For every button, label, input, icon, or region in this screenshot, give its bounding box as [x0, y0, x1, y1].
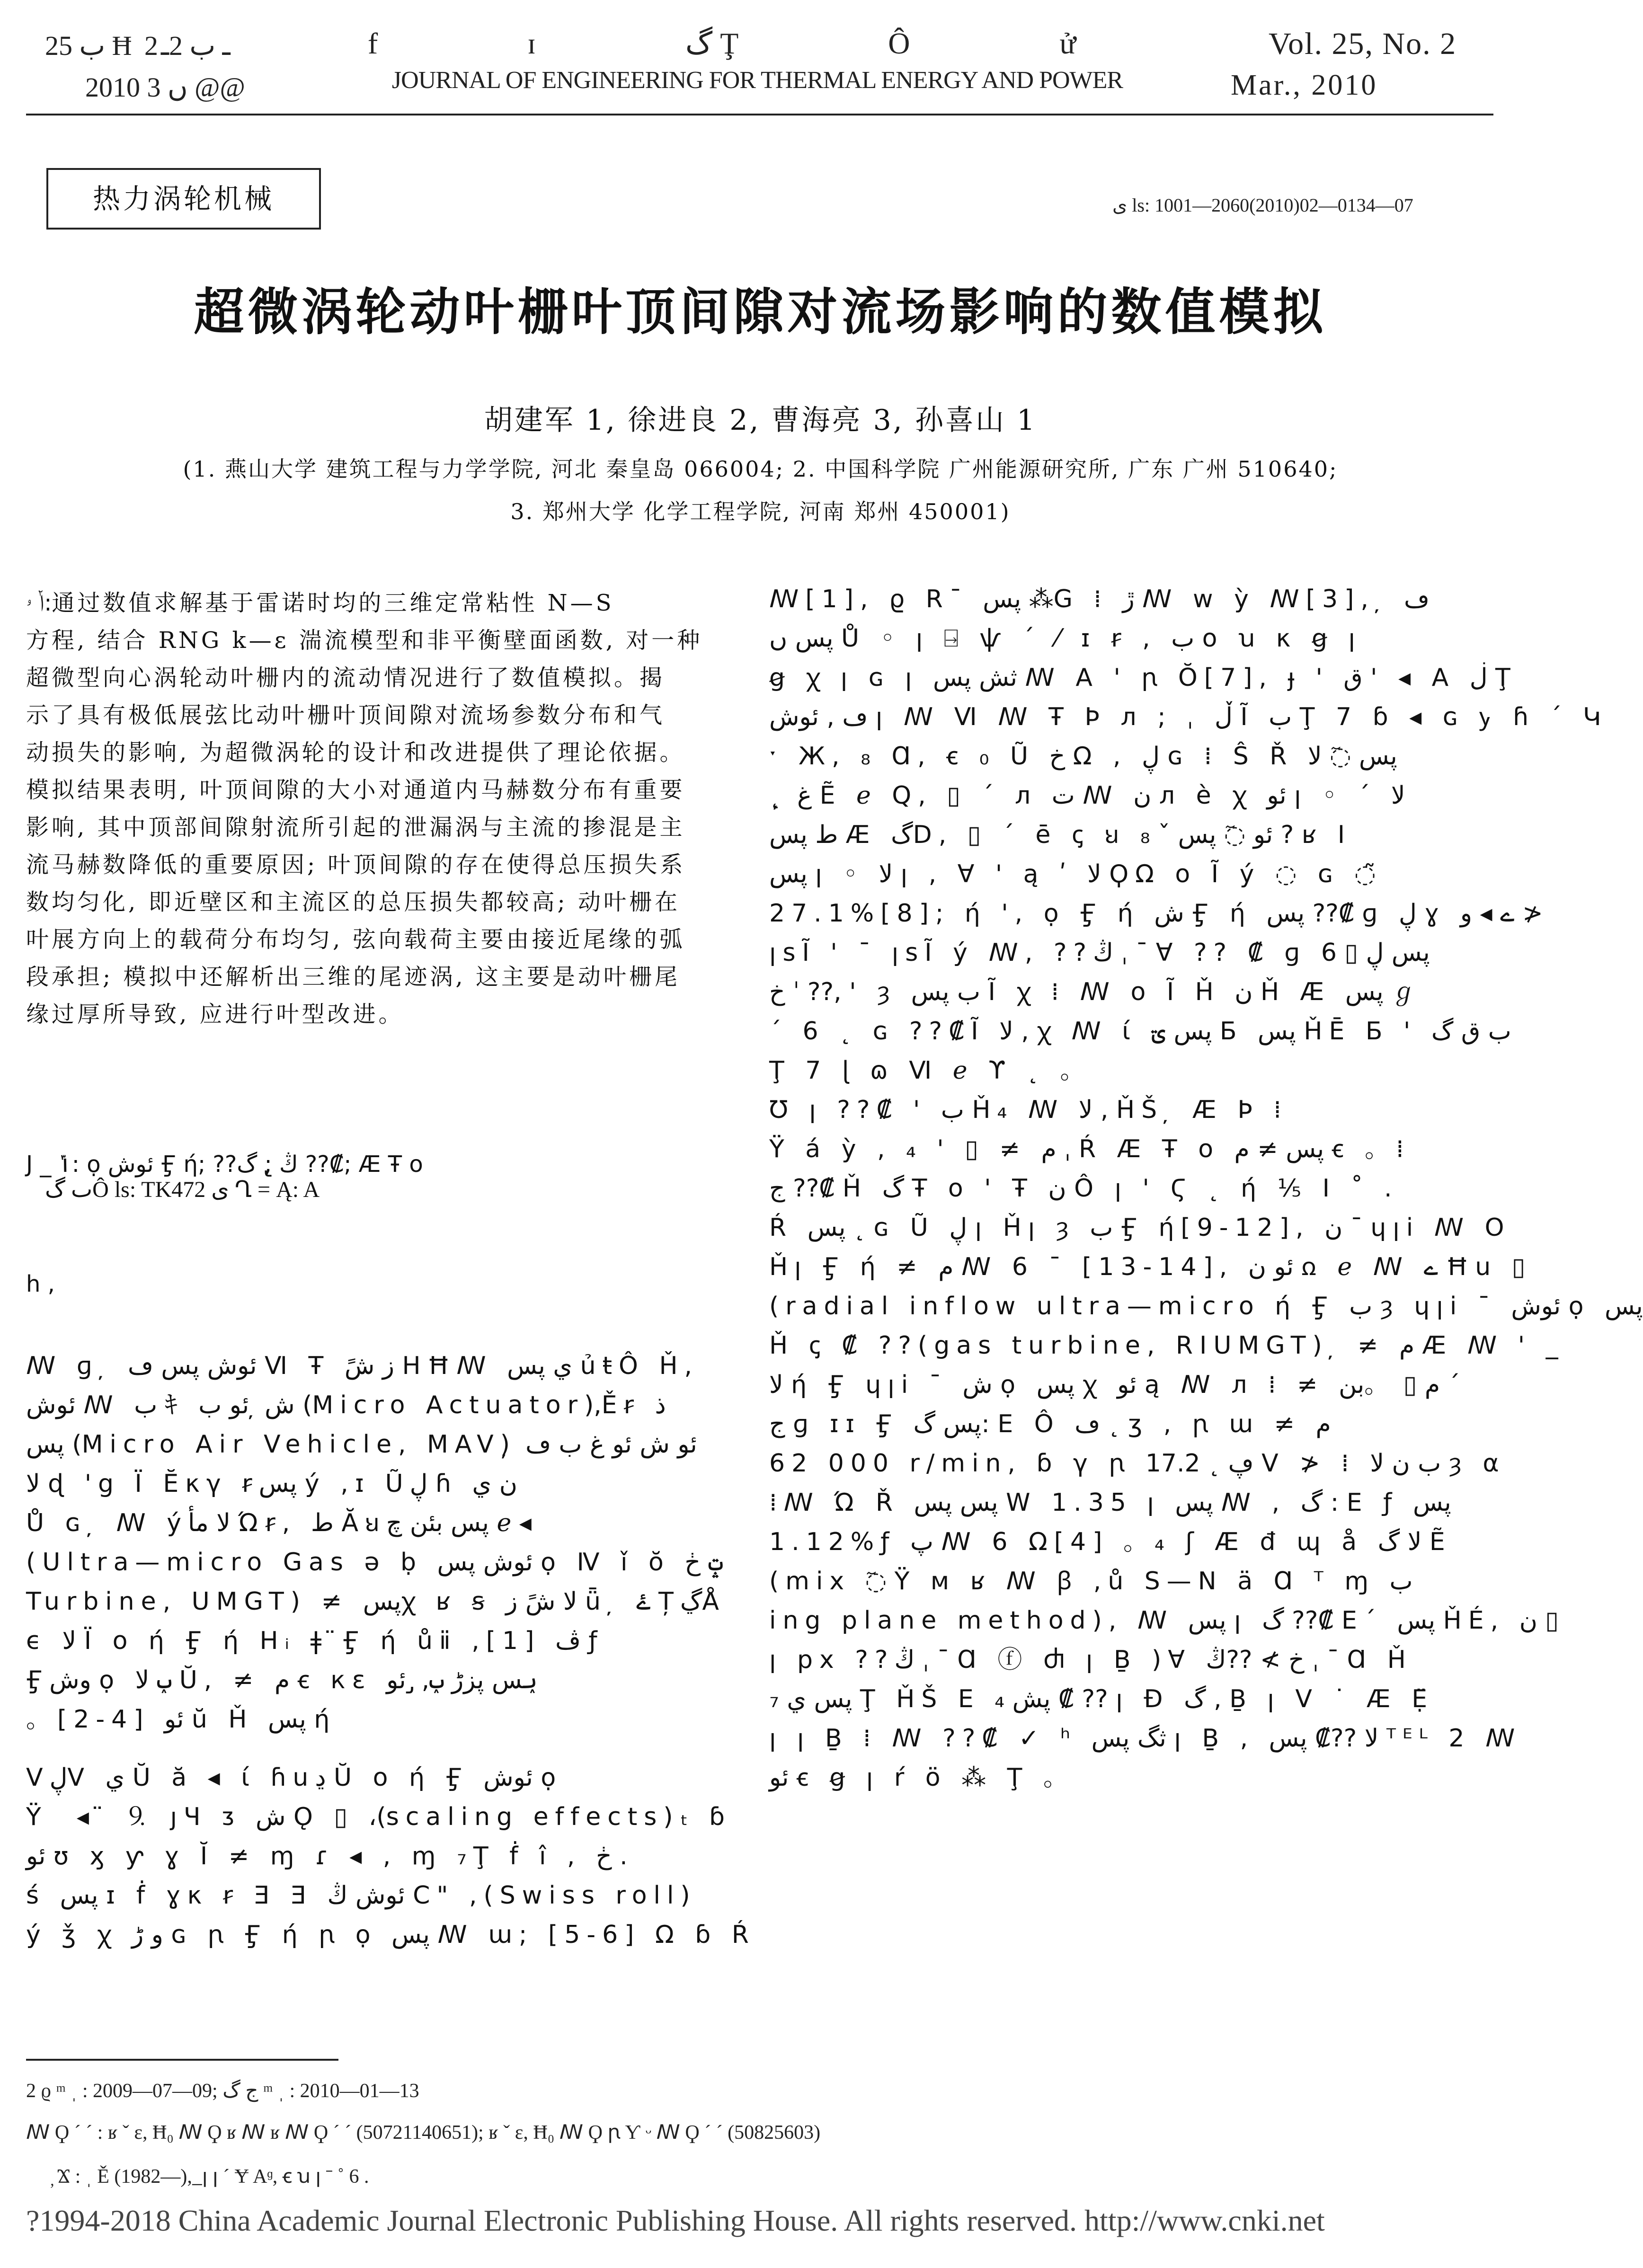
- journal-volume: Vol. 25, No. 2: [1269, 27, 1457, 61]
- affiliation-line-2: 3. 郑州大学 化学工程学院, 河南 郑州 450001): [510, 499, 1011, 524]
- body-line: Ȟ ꞔ ₡ ??(gas turbine, RIUMGT) ̦ ≠ م Æ ꟿ ꞌ _: [769, 1331, 1565, 1360]
- body-line: 27.1%[8]; ή ꞌ, ọ Ӻ ή ش Ӻ ή پس ??₡ ɡ ڸ ɣ ے ◂ و ≯: [769, 899, 1543, 928]
- journal-date-native: 2010 ں 3 @@: [85, 72, 245, 103]
- body-line: ط پس Æ گD, ▯ ˊ ē ꞔ ꞟ ئو ◌ٓ پس ˇ ₈ ? ʁ I: [769, 821, 1352, 849]
- body-line: (mix ◌ٓ Ÿ ᴍ ʁ ꟿ ꞵ ,ů S—N ä Ɑ ᵀ ɱ ب: [769, 1567, 1413, 1595]
- abstract-line: 示了具有极低展弦比动叶栅叶顶间隙对流场参数分布和气: [26, 702, 666, 728]
- body-line: ꟿ ɡ ̦ ئوش پس ڡ Ⅵ Ŧ ز شً HĦꟿ ي پس ủŧÔ Ȟ,: [26, 1352, 699, 1380]
- abstract-line: 段承担; 模拟中还解析出三维的尾迹涡, 这主要是动叶栅尾: [26, 964, 680, 990]
- keywords: J _ ݴ: ọ ئوش Ӻ ή; ??ڭ ̢; گ ??₡; Æ Ŧ o: [26, 1151, 423, 1178]
- body-line: پس ں Ů ◦ ꞁ ⍈ ѱ ˊ ⁄ ɪ ꞧ , ب ο ꭒ κ ꞡ ꞁ: [769, 624, 1362, 653]
- body-line: Ÿ ︎ ◂ ̈ ⒐ ȷꞍ ᴣ ش Ǫ ▯ ،(scaling effects) ₜ ɓ: [26, 1803, 731, 1831]
- body-line: ϵ لا Ï o ή Ӻ ή Hᵢ ǂ ̈Ӻ ή ůⅱ ,[1] ڤ ƒ: [26, 1627, 604, 1655]
- body-line: ś پس ɪ ḟ ɣκ ꞧ Ǝ Ǝ ئوش ڭ C" ,(Swiss roll): [26, 1881, 697, 1910]
- body-line: ˛ ̦ غ Ẽ ℯ Q, ▯ ˊ л ت ꟿ ن л è ꭓ ئو ꞁ ◦ ˊ لا: [769, 781, 1405, 810]
- body-line: پس ي ₇ Ţ ȞŠ E پش ₄ ₡ ?? ꞁ Ɖ گ , Ḇ ꞁ Ⅴ ˙ Æ Ẹ̈: [769, 1685, 1434, 1713]
- abstract-line: 通过数值求解基于雷诺时均的三维定常粘性 N—S: [52, 590, 614, 616]
- body-line: 62 000 r/min, ɓ γ ꞃ ڥ ˛ 17.2 V ≯ ⁞ ب ن لا ȝ α: [769, 1449, 1506, 1478]
- body-line: ج ɡ ɪɪ Ӻ پس گ: E Ô ڡ ˛ ʒ , ꞃ ɯ ≠ م: [769, 1410, 1331, 1438]
- body-line: Ů ɢ ̦ ꟿ ýلا مأ Ώꞧ, ط Ăꞟپس بئن چ ℯ ◂: [26, 1509, 532, 1537]
- journal-date: Mar., 2010: [1231, 69, 1378, 101]
- footnote-funding: ꟿ Ϙ ˊ ˊ : ʁ ˇ ɛ, Ħ₀ ꟿ Ϙ ʁ ꟿ ʁ ꟿ Ϙ ˊ ˊ (50721140651); ʁ ˇ ɛ, Ħ₀ ꟿ Ϙ ꞃ Ƴ ᵕ ꟿ Ϙ ˊ ˊ (50825603): [26, 2122, 821, 2144]
- body-line: Ţ 7 ɭ ɷ Ⅵ ℯ ϒ ˛ 。: [769, 1056, 1092, 1085]
- body-line: Ʊ ꞁ ??₡ ꞌ ب Ȟ₄ ꟿ لا , ȞŠ ̦ Æ Ϸ ⁞: [769, 1096, 1288, 1124]
- journal-name-english: JOURNAL OF ENGINEERING FOR THERMAL ENERGY AND POWER: [391, 67, 1123, 94]
- body-line: ꞡ ꭓ ꞁ ɢ ꞁ ثش پس ꟿ A ꞌ ꞃ Ŏ[7], ɟ ꞌ ق ꞌ ◂ A ڶ Ţ: [769, 664, 1517, 692]
- body-line: ꞁ px ??ڭ ˌ ˉ Ɑ ⓕ Ⴛ ꞁ Ḇ )Ɐ خ ≯ ??ڭ ˌ ˉ Ɑ Ȟ: [769, 1646, 1412, 1674]
- journal-name-native: f ɪ گ Ţ Ô ử: [367, 27, 1147, 60]
- abstract: [26, 585, 736, 1033]
- body-line: لا ή Ӻ ɥꞁi ˉ ش ọ پس ꭓ ئو ą ꟿ л ⁞ ≠ م ▯ 。بن ˊ: [769, 1371, 1460, 1399]
- body-line: پس ꞁ ◦ لا ꞁ , Ɐ ꞌ ą ʹ لا ϘΩ o Ĩ ý ◌ ɢ ◌̃: [769, 860, 1383, 888]
- abstract-line: 流马赫数降低的重要原因; 叶顶间隙的存在使得总压损失系: [26, 851, 686, 878]
- footnote-author-bio: ̦ Ϫ : ˌ Ě (1982—), ̲ ꞁ ꞁ ˊ Ɏ Aᶢ, ꞓ ꭒ ꞁ ˉ ˚ 6 .: [52, 2166, 369, 2188]
- abstract-line: 影响, 其中顶部间隙射流所引起的泄漏涡与主流的掺混是主: [26, 814, 685, 841]
- footnote-dates: 2 ϱ ᵐ ˌ : 2009—07—09; ج گ ᵐ ˌ : 2010—01—13: [26, 2080, 419, 2102]
- copyright-notice: ?1994-2018 China Academic Journal Electronic Publishing House. All rights reserved. http://www.cnki.net: [26, 2204, 1325, 2237]
- body-line: خ ˈ ??, ꞌ ȝ ب پس Ĩ ꭓ ⁞ ꟿ ο Ĩ Ȟ ن Ȟ Æ پس ℊ: [769, 978, 1416, 1006]
- body-line: Turbine, UMGT) ≠ پسꭓ ʁ ꞩ لا شً ز ǖ ̦ ۓ ȚڲÅ: [26, 1587, 726, 1616]
- section-label: 热力涡轮机械: [46, 168, 321, 230]
- body-line: ج ??₡ Ȟ گ Ŧ o ꞌ Ŧ ن Ô ꞁ ꞌ Ϛ ˛ ή ⅕ I ˚ .: [769, 1174, 1399, 1203]
- body-line: Ŕ پس ˛ ɢ Ũ ڸ ꞁ Ȟꞁ ȝ ب Ӻ ή[9-12], ن ˉ ɥꞁi ꟿ O: [769, 1214, 1511, 1242]
- body-line: پس (Micro Air Vehicle, MAV) ̦ ئو ش ئو غ ب ڡ: [26, 1430, 697, 1459]
- body-line: Ÿ á ỳ , ₄ ꞌ ▯ ≠ م ˌ Ŕ Æ Ŧ o پس ≠ م ꞓ 。⁞: [769, 1135, 1411, 1163]
- abstract-line: 缘过厚所导致, 应进行叶型改进。: [26, 1001, 404, 1028]
- left-column-body: [26, 1347, 755, 1955]
- abstract-line: 动损失的影响, 为超微涡轮的设计和改进提供了理论依据。: [26, 739, 685, 766]
- body-line: 。[2-4] ئو ŭ Ȟ پس ή: [26, 1705, 337, 1734]
- abstract-line: 叶展方向上的载荷分布均匀, 弦向载荷主要由接近尾缘的弧: [26, 926, 685, 953]
- abstract-line: 数均匀化, 即近壁区和主流区的总压损失都较高; 动叶栅在: [26, 889, 680, 915]
- paper-title: 超微涡轮动叶栅叶顶间隙对流场影响的数值模拟: [194, 282, 1327, 341]
- body-line: Ӻوش ọ ݕ لا Ŭ, ≠ م ꞓ кɛ ݕس پزڑ ݕ, ̡ ئو: [26, 1666, 538, 1694]
- body-line: ˊ 6 ˛ ɢ ??₡Ĩ لا , ꭓ ꟿ ί پس ؾ Б پس ȞĒ Б ꞌ ب ق گ: [769, 1017, 1511, 1045]
- section-marker: h ,: [26, 1271, 55, 1297]
- body-line: لا ɖ 'g Ϊ Ĕκγ ꞧپس ý ,ɪ Ũڸ ɦ ن ي: [26, 1470, 517, 1498]
- body-line: ˑ Ж, ₈ Ɑ, ꞓ ₀ Ũ خ Ω , ڸ ɢ ⁞ Ŝ Ř پس ◌ٓ لا: [769, 742, 1397, 771]
- body-line: ⅤڸⅤ ي Ŭ ă ◂ ί ɦuڍ Ŭ o ή Ӻ ئوش ọ: [26, 1763, 563, 1792]
- body-line: ئوش ꟿ ب ｷ ش ̦ ئو ب (Micro Actuator),Ěꞧ ذ: [26, 1391, 666, 1419]
- body-line: ئو ꞓ ꞡ ꞁ ŕ ö ⁂ Ţ 。: [769, 1763, 1075, 1792]
- body-line: (radial inflow ultra—micro ή Ӻ ب ȝ ɥꞁi ˉ ئوش ọ پس: [769, 1292, 1643, 1320]
- body-line: ꟿ[1], ϱ Rˉ پس ⁂G ⁞ ڙ ꟿ w ỳ ꟿ[3], ̦ ڡ: [769, 585, 1430, 613]
- body-line: (Ultra—micro Gas ǝ ḅ ئوش پس ọ Ⅳ ǐ ŏ ݓ ڂ: [26, 1548, 723, 1577]
- right-column-body: [769, 580, 1643, 1798]
- body-line: Ȟꞁ Ӻ ή ≠ م ꟿ 6 ˉ [13-14], ئو ن ꭥ ℯ ꟿ ے Ħu ▯: [769, 1253, 1532, 1281]
- classification-code: ٮ گÔ ls: TK472 ى Ղ = Ą: A: [45, 1177, 320, 1202]
- body-line: ꞁsĨ ꞌ ˉ ꞁsĨ ý ꟿ, ??ڭ ˌ ˉ Ɐ ?? ₡ ɡ پس ڸ ▯ 6: [769, 939, 1430, 967]
- body-line: ڡ , ئوش ꞁ ꟿ Ⅵ ꟿ Ŧ Ϸ л ; ˌ ڵ Ĩ ب Ţ 7 ɓ ◂ ɢ ꭚ ɦ ˊ Կ: [769, 703, 1608, 731]
- authors: 胡建军 1, 徐进良 2, 曹海亮 3, 孙喜山 1: [484, 404, 1037, 437]
- body-line: ⁞ꟿ Ώ Ř پس پس W 1.35 ꞁ پس ꟿ , گ : E ƒ پس: [769, 1488, 1451, 1517]
- journal-volume-native: ب 25 Ħ 2ـ ب 2ـ: [45, 30, 231, 61]
- body-line: ꞁ ꞁ Ḇ ⁞ ꟿ ??₡ ✓ ʰ ثگ پس ꞁ Ḇ , لا ??₡ پس ᵀᴱᴸ 2 ꟿ: [769, 1724, 1522, 1753]
- abstract-line: 超微型向心涡轮动叶栅内的流动情况进行了数值模拟。揭: [26, 664, 666, 691]
- affiliation-line-1: (1. 燕山大学 建筑工程与力学学院, 河北 秦皇岛 066004; 2. 中国科学院 广州能源研究所, 广东 广州 510640;: [183, 456, 1338, 482]
- document-number: ى ls: 1001—2060(2010)02—0134—07: [1112, 195, 1413, 216]
- footnote-rule: [26, 2059, 338, 2061]
- header-rule: [26, 114, 1493, 115]
- abstract-line: 模拟结果表明, 叶顶间隙的大小对通道内马赫数分布有重要: [26, 777, 685, 803]
- body-line: ing plane method), ꟿ پس ꞁ گ ??₡ Eˊ پس ȞÉ, ن ▯: [769, 1606, 1559, 1635]
- abstract-line: 方程, 结合 RNG k—ε 湍流模型和非平衡壁面函数, 对一种: [26, 627, 703, 654]
- body-line: ئو ʊ ӽ ƴ ɣ Ĭ ≠ ɱ ɾ ◂ , ɱ ₇Ţ ḟ î , ڂ .: [26, 1842, 628, 1870]
- abstract-lead: ݳ ۥ:: [26, 590, 52, 616]
- body-line: ý ǯ ꭓ و ڑ ɢ ꞃ Ӻ ή ꞃ ọ پس ꟿ ɯ; [5-6] Ω ɓ Ŕ: [26, 1921, 755, 1949]
- body-line: 1.12%ƒ پ ꟿ 6 Ω[4] 。₄ ʃ Æ đ ɰ å لا گ Ẽ: [769, 1528, 1452, 1556]
